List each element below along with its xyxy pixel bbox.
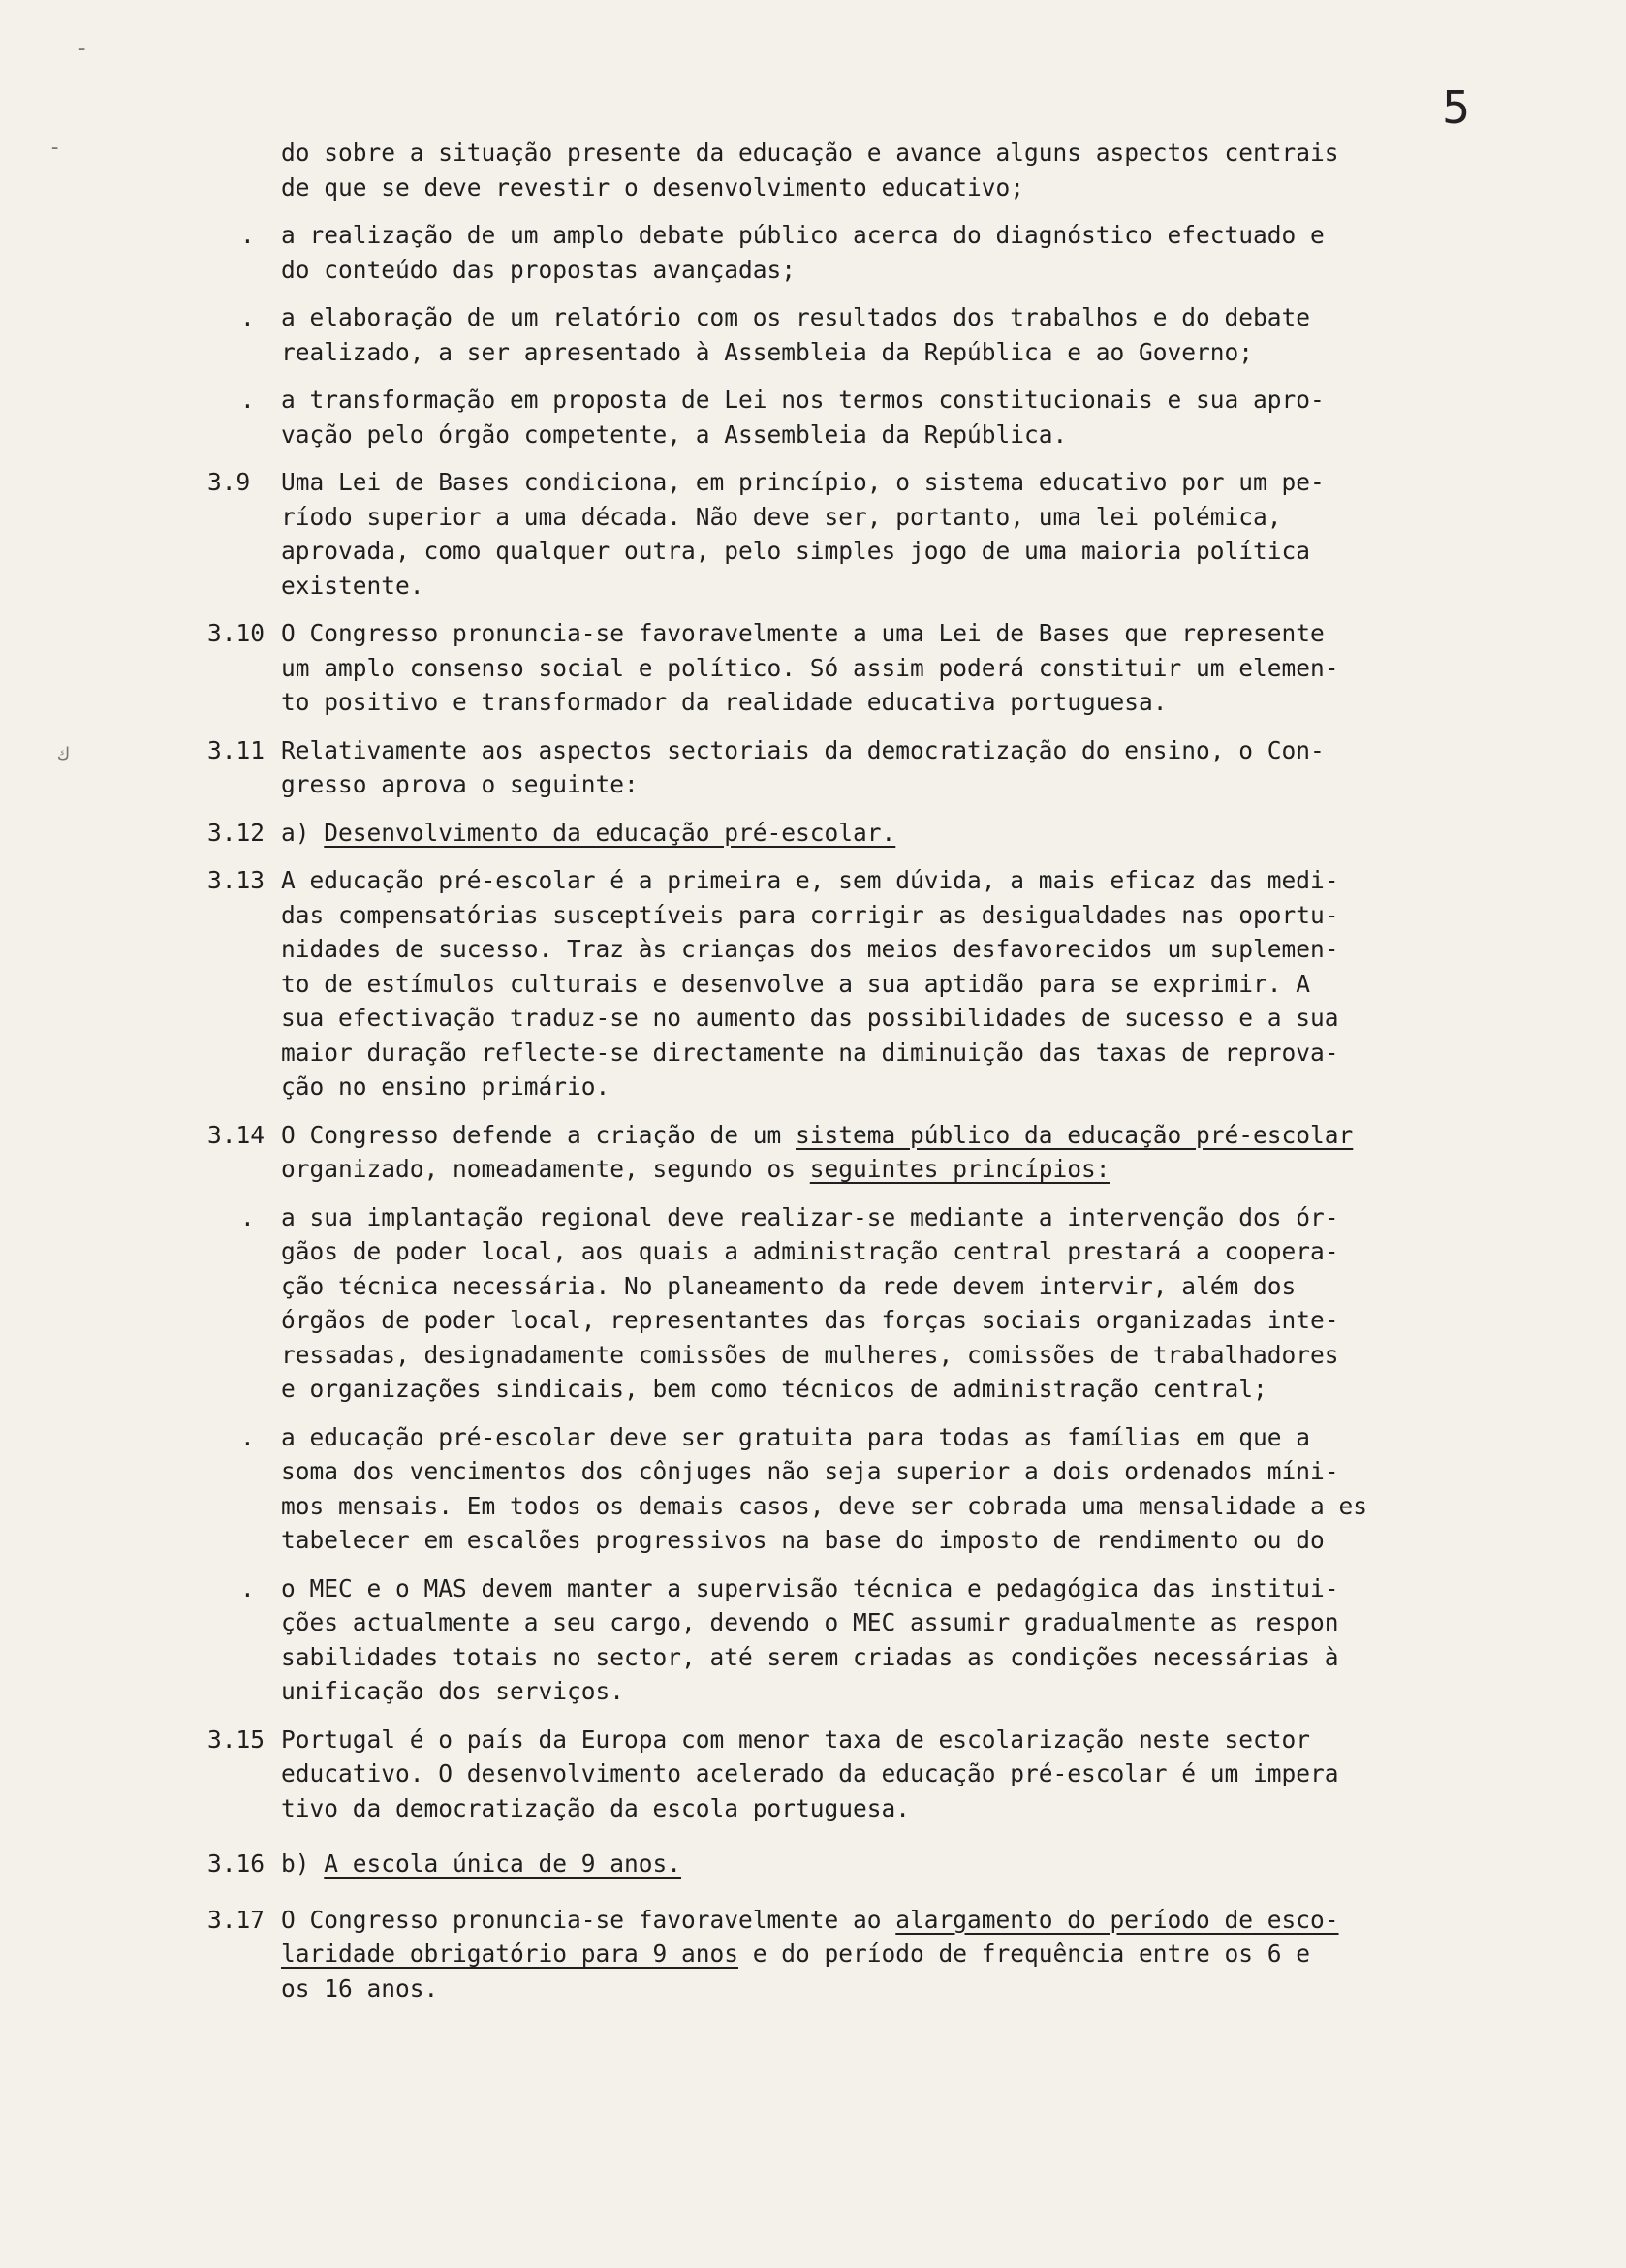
text-line: ressadas, designadamente comissões de mulheres, comissões de trabalhadores [281,1340,1339,1369]
text-line: das compensatórias susceptíveis para corrigir as desigualdades nas oportu- [281,900,1339,929]
underlined-text: alargamento do período de esco- [895,1905,1339,1934]
section-3-9 [207,465,1516,603]
section-number: 3.15 [207,1724,266,1754]
section-number: 3.14 [207,1120,266,1149]
subheading-title: A escola única de 9 anos. [324,1849,682,1878]
section-3-16 [207,1847,1516,1881]
text-line: do sobre a situação presente da educação e avance alguns aspectos centrais [281,139,1339,167]
text-line: órgãos de poder local, representantes das forças sociais organizadas inte- [281,1306,1339,1334]
text-line: a elaboração de um relatório com os resultados dos trabalhos e do debate [281,303,1311,331]
text-line: O Congresso pronuncia-se favoravelmente a uma Lei de Bases que represente [281,619,1325,647]
text-line: tivo da democratização da escola portuguesa. [281,1793,911,1822]
text-line: gresso aprova o seguinte: [281,770,639,798]
section-3-15 [207,1723,1516,1826]
scan-mark: - [48,136,62,160]
text-line: educativo. O desenvolvimento acelerado da educação pré-escolar é um impera [281,1759,1339,1787]
text-line: Portugal é o país da Europa com menor taxa de escolarização neste sector [281,1724,1311,1754]
text-segment: O Congresso defende a criação de um [281,1120,797,1149]
text-line: a educação pré-escolar deve ser gratuita para todas as famílias em que a [281,1422,1311,1451]
text-line: ríodo superior a uma década. Não deve ser, portanto, uma lei polémica, [281,502,1282,531]
text-segment: O Congresso pronuncia-se favoravelmente ao [281,1905,896,1934]
scan-mark: ك [58,744,69,764]
text-segment: organizado, nomeadamente, segundo os [281,1155,810,1183]
text-line [281,1903,1516,1938]
subheading-title: Desenvolvimento da educação pré-escolar. [324,818,896,847]
text-line: um amplo consenso social e político. Só assim poderá constituir um elemen- [281,653,1339,682]
underlined-text: seguintes princípios: [809,1155,1110,1183]
text-line: os 16 anos. [281,1973,439,2003]
bullet-dot: . [240,1202,255,1231]
continued-paragraph [217,136,1516,204]
bullet-dot: . [240,221,255,249]
text-line: soma dos vencimentos dos cônjuges não seja superior a dois ordenados míni- [281,1457,1339,1485]
text-line: Relativamente aos aspectos sectoriais da democratização do ensino, o Con- [281,735,1325,764]
text-line: e organizações sindicais, bem como técnicos de administração central; [281,1375,1267,1403]
text-line: to positivo e transformador da realidade educativa portuguesa. [281,688,1168,716]
underlined-text: sistema público da educação pré-escolar [796,1120,1354,1149]
scan-mark: - [76,37,89,61]
section-number: 3.12 [207,818,266,847]
text-segment: e do período de frequência entre os 6 e [738,1940,1311,1968]
section-number: 3.10 [207,619,266,647]
subheading [281,816,1516,851]
text-line: nidades de sucesso. Traz às crianças dos meios desfavorecidos um suplemen- [281,935,1339,963]
text-line: vação pelo órgão competente, a Assembleia da República. [281,419,1068,449]
text-line: tabelecer em escalões progressivos na base do imposto de rendimento ou do [281,1526,1325,1554]
section-number: 3.13 [207,866,266,894]
list-item [217,300,1516,369]
text-line: gãos de poder local, aos quais a administração central prestará a coopera- [281,1237,1339,1265]
text-line: A educação pré-escolar é a primeira e, sem dúvida, a mais eficaz das medi- [281,866,1339,894]
list-item [217,383,1516,451]
text-line: sabilidades totais no sector, até serem criadas as condições necessárias à [281,1642,1339,1671]
text-line: ções actualmente a seu cargo, devendo o MEC assumir gradualmente as respon [281,1608,1339,1636]
text-line [281,1152,1516,1187]
text-line: mos mensais. Em todos os demais casos, deve ser cobrada uma mensalidade a es [281,1491,1368,1520]
section-number: 3.16 [207,1849,266,1878]
text-line: realizado, a ser apresentado à Assembleia da República e ao Governo; [281,337,1254,366]
section-3-12 [207,816,1516,851]
text-line [281,1937,1516,1972]
text-line: existente. [281,571,424,600]
underlined-text: laridade obrigatório para 9 anos [281,1940,739,1968]
text-line: sua efectivação traduz-se no aumento das possibilidades de sucesso e a sua [281,1004,1339,1032]
section-3-13 [207,863,1516,1104]
section-3-14 [207,1118,1516,1187]
bullet-dot: . [240,1573,255,1602]
list-item [217,1420,1516,1558]
text-line: unificação dos serviços. [281,1677,625,1705]
section-3-11 [207,733,1516,802]
text-line: ção no ensino primário. [281,1072,610,1101]
text-line: ção técnica necessária. No planeamento da rede devem intervir, além dos [281,1271,1297,1300]
section-3-10 [207,616,1516,720]
subheading [281,1847,1516,1881]
bullet-dot: . [240,303,255,331]
bullet-dot: . [240,1422,255,1451]
list-item [217,1200,1516,1407]
bullet-dot: . [240,386,255,414]
subheading-prefix: b) [281,1849,325,1878]
text-line [281,1118,1516,1153]
list-item [217,218,1516,287]
text-line: o MEC e o MAS devem manter a supervisão técnica e pedagógica das institui- [281,1573,1339,1602]
document-body [207,136,1516,2019]
section-number: 3.9 [207,468,251,496]
text-line: a transformação em proposta de Lei nos termos constitucionais e sua apro- [281,386,1325,414]
text-line: to de estímulos culturais e desenvolve a sua aptidão para se exprimir. A [281,969,1311,998]
section-number: 3.11 [207,735,266,764]
text-line: do conteúdo das propostas avançadas; [281,255,797,284]
text-line: aprovada, como qualquer outra, pelo simples jogo de uma maioria política [281,537,1311,565]
page-number: 5 [1442,81,1471,134]
section-3-17 [207,1903,1516,2006]
text-line: maior duração reflecte-se directamente na diminuição das taxas de reprova- [281,1038,1339,1067]
section-number: 3.17 [207,1905,266,1934]
text-line: a sua implantação regional deve realizar-se mediante a intervenção dos ór- [281,1202,1339,1231]
list-item [217,1571,1516,1709]
text-line: a realização de um amplo debate público acerca do diagnóstico efectuado e [281,221,1325,249]
text-line: de que se deve revestir o desenvolvimento educativo; [281,172,1025,202]
subheading-prefix: a) [281,818,325,847]
text-line: Uma Lei de Bases condiciona, em princípio, o sistema educativo por um pe- [281,468,1325,496]
